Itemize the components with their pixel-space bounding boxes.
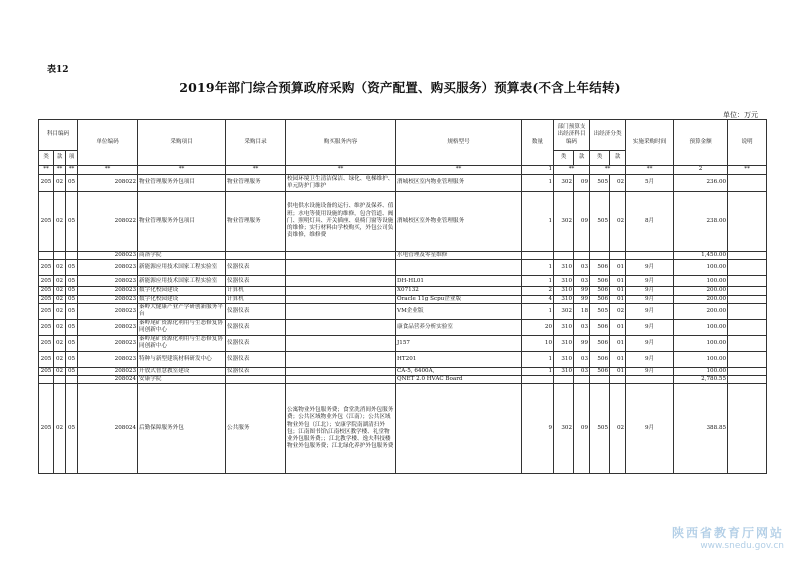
marker-cell: ** [39, 166, 54, 175]
cell-xiang: 05 [66, 287, 78, 295]
cell-amount: 200.00 [674, 287, 728, 295]
cell-amount: 100.00 [674, 319, 728, 335]
cell-catalog: 仪器仪表 [226, 303, 286, 319]
cell-content: 公寓物业外包服务费；食堂洗消间外包服务费；公共区域物业外包（江南）；公共区域物业外包（江北）；安康学院南湖清扫外包；江南图书馆\江南校区教学楼、礼堂物业外包服务费；；江北教学楼、逸夫科技楼物业外包服务费；江北绿化养护外包服务费 [286, 384, 396, 474]
cell-f2: 02 [610, 192, 626, 252]
cell-amount: 100.00 [674, 351, 728, 367]
cell-catalog [226, 376, 286, 384]
cell-f2: 01 [610, 367, 626, 375]
cell-time: 9月 [626, 276, 674, 287]
cell-f1: 505 [590, 303, 610, 319]
cell-note [728, 303, 767, 319]
cell-f2: 01 [610, 335, 626, 351]
cell-lei: 205 [39, 367, 54, 375]
cell-xiang: 05 [66, 303, 78, 319]
cell-time: 9月 [626, 303, 674, 319]
cell-unit: 208023 [78, 351, 138, 367]
cell-note [728, 252, 767, 260]
cell-time: 9月 [626, 319, 674, 335]
marker-cell: ** [78, 166, 138, 175]
cell-d1: 310 [554, 335, 574, 351]
cell-lei [39, 376, 54, 384]
cell-lei: 205 [39, 351, 54, 367]
cell-content [286, 295, 396, 303]
cell-qty: 4 [522, 295, 554, 303]
cell-f1: 505 [590, 384, 610, 474]
cell-kuan: 02 [54, 287, 66, 295]
cell-unit: 208023 [78, 319, 138, 335]
cell-kuan: 02 [54, 303, 66, 319]
cell-content [286, 260, 396, 276]
table-row [39, 351, 767, 367]
cell-spec: X07132 [396, 287, 522, 295]
cell-d1: 310 [554, 260, 574, 276]
cell-d2: 03 [574, 367, 590, 375]
cell-d2: 09 [574, 192, 590, 252]
cell-amount: 2,780.55 [674, 376, 728, 384]
cell-catalog: 计算机 [226, 287, 286, 295]
cell-catalog: 仪器仪表 [226, 319, 286, 335]
cell-catalog: 计算机 [226, 295, 286, 303]
header-unit-code: 单位编码 [78, 120, 138, 166]
cell-lei: 205 [39, 260, 54, 276]
budget-table [38, 119, 767, 474]
cell-d2 [574, 376, 590, 384]
cell-f2: 01 [610, 351, 626, 367]
cell-content [286, 367, 396, 375]
cell-note [728, 192, 767, 252]
cell-lei: 205 [39, 192, 54, 252]
cell-unit: 208023 [78, 276, 138, 287]
table-row [39, 335, 767, 351]
cell-xiang: 05 [66, 384, 78, 474]
cell-d2: 09 [574, 384, 590, 474]
cell-amount: 236.00 [674, 175, 728, 192]
header-project: 采购项目 [138, 120, 226, 166]
cell-d1: 302 [554, 384, 574, 474]
cell-note [728, 335, 767, 351]
cell-content [286, 376, 396, 384]
table-row [39, 376, 767, 384]
cell-catalog: 仪器仪表 [226, 335, 286, 351]
cell-note [728, 295, 767, 303]
cell-spec: 康食品营养分析实验室 [396, 319, 522, 335]
cell-time: 9月 [626, 287, 674, 295]
header-fin-kuan: 款 [610, 151, 626, 166]
table-row [39, 295, 767, 303]
table-row [39, 287, 767, 295]
cell-note [728, 175, 767, 192]
cell-project: 后勤保障服务外包 [138, 384, 226, 474]
cell-content [286, 351, 396, 367]
cell-project: 安康学院 [138, 376, 226, 384]
cell-catalog: 物业管理服务 [226, 192, 286, 252]
cell-amount: 200.00 [674, 303, 728, 319]
cell-f2: 01 [610, 295, 626, 303]
cell-kuan: 02 [54, 295, 66, 303]
table-row [39, 260, 767, 276]
cell-qty: 1 [522, 276, 554, 287]
marker-cell: 2 [674, 166, 728, 175]
cell-xiang: 05 [66, 260, 78, 276]
cell-unit: 208023 [78, 260, 138, 276]
cell-catalog: 物业管理服务 [226, 175, 286, 192]
cell-qty: 1 [522, 303, 554, 319]
cell-f1: 505 [590, 192, 610, 252]
cell-kuan [54, 252, 66, 260]
cell-d1 [554, 376, 574, 384]
marker-cell: ** [66, 166, 78, 175]
cell-lei: 205 [39, 335, 54, 351]
marker-cell: ** [396, 166, 522, 175]
cell-xiang: 05 [66, 192, 78, 252]
cell-amount: 100.00 [674, 367, 728, 375]
cell-d2: 99 [574, 287, 590, 295]
cell-time: 9月 [626, 367, 674, 375]
cell-d2: 03 [574, 319, 590, 335]
cell-xiang: 05 [66, 295, 78, 303]
cell-project: 数字化校园建设 [138, 295, 226, 303]
cell-f1 [590, 252, 610, 260]
header-fin-subject: 出经济分类 [590, 120, 626, 151]
cell-kuan: 02 [54, 192, 66, 252]
header-xiang: 项 [66, 151, 78, 166]
watermark-name: 陕西省教育厅网站 [671, 526, 784, 540]
watermark-url: www.snedu.gov.cn [700, 541, 784, 551]
cell-f1 [590, 376, 610, 384]
cell-note [728, 319, 767, 335]
cell-unit: 208024 [78, 376, 138, 384]
cell-d1: 310 [554, 351, 574, 367]
cell-amount: 1,450.00 [674, 252, 728, 260]
cell-time: 9月 [626, 295, 674, 303]
cell-f1: 506 [590, 367, 610, 375]
cell-note [728, 260, 767, 276]
cell-catalog: 仪器仪表 [226, 351, 286, 367]
marker-cell: ** [138, 166, 226, 175]
cell-project: 物业管理服务外包项目 [138, 175, 226, 192]
cell-spec: DH-HL01 [396, 276, 522, 287]
cell-kuan: 02 [54, 175, 66, 192]
cell-content [286, 303, 396, 319]
marker-cell: 1 [522, 166, 554, 175]
marker-cell: ** [226, 166, 286, 175]
cell-xiang: 05 [66, 319, 78, 335]
cell-kuan: 02 [54, 335, 66, 351]
cell-project: 秦岭尾矿资源化利用与生态修复协同创新中心 [138, 319, 226, 335]
cell-lei: 205 [39, 303, 54, 319]
cell-qty: 9 [522, 384, 554, 474]
marker-cell: ** [554, 166, 590, 175]
cell-lei: 205 [39, 175, 54, 192]
cell-kuan [54, 376, 66, 384]
cell-f1: 506 [590, 319, 610, 335]
header-fin-lei: 类 [590, 151, 610, 166]
cell-f2: 02 [610, 384, 626, 474]
cell-spec: VM企业版 [396, 303, 522, 319]
page-title: 2019年部门综合预算政府采购（资产配置、购买服务）预算表(不含上年结转) [179, 80, 621, 95]
cell-spec: Oracle 11g Scpu企业版 [396, 295, 522, 303]
marker-cell: ** [626, 166, 674, 175]
cell-project: 秦岭尾矿资源化利用与生态修复协同创新中心 [138, 335, 226, 351]
cell-d2: 99 [574, 335, 590, 351]
cell-qty [522, 252, 554, 260]
cell-xiang [66, 252, 78, 260]
header-note: 说明 [728, 120, 767, 166]
cell-f1: 506 [590, 295, 610, 303]
cell-qty: 1 [522, 351, 554, 367]
cell-content [286, 319, 396, 335]
cell-note [728, 351, 767, 367]
cell-unit: 208023 [78, 303, 138, 319]
cell-spec: 水电管理及零星维修 [396, 252, 522, 260]
cell-spec: CA-5, 6400A, [396, 367, 522, 375]
cell-d1: 310 [554, 287, 574, 295]
cell-amount: 100.00 [674, 335, 728, 351]
header-amount: 预算金额 [674, 120, 728, 166]
cell-spec: HT201 [396, 351, 522, 367]
table-row [39, 276, 767, 287]
cell-qty: 1 [522, 192, 554, 252]
cell-note [728, 376, 767, 384]
cell-content [286, 287, 396, 295]
cell-f2: 01 [610, 276, 626, 287]
header-impl-time: 实施采购时间 [626, 120, 674, 166]
cell-xiang [66, 376, 78, 384]
cell-project: 特种与新型建筑材料研发中心 [138, 351, 226, 367]
header-service-content: 购买服务内容 [286, 120, 396, 166]
header-dept-subject: 部门预算支出经济科目编码 [554, 120, 590, 151]
cell-project: 物业管理服务外包项目 [138, 192, 226, 252]
cell-catalog: 仪器仪表 [226, 367, 286, 375]
cell-f1: 506 [590, 287, 610, 295]
cell-spec: QNET 2.0 HVAC Board [396, 376, 522, 384]
header-dept-kuan: 款 [574, 151, 590, 166]
cell-time: 9月 [626, 335, 674, 351]
cell-xiang: 05 [66, 367, 78, 375]
cell-qty: 1 [522, 367, 554, 375]
cell-d1: 310 [554, 319, 574, 335]
cell-catalog [226, 252, 286, 260]
cell-d1 [554, 252, 574, 260]
cell-d1: 302 [554, 303, 574, 319]
table-row [39, 384, 767, 474]
header-dept-lei: 类 [554, 151, 574, 166]
cell-kuan: 02 [54, 384, 66, 474]
cell-qty: 2 [522, 287, 554, 295]
cell-time [626, 252, 674, 260]
cell-f1: 506 [590, 276, 610, 287]
header-catalog: 采购目录 [226, 120, 286, 166]
marker-cell: ** [286, 166, 396, 175]
cell-kuan: 02 [54, 260, 66, 276]
cell-xiang: 05 [66, 335, 78, 351]
cell-qty: 10 [522, 335, 554, 351]
cell-qty: 1 [522, 175, 554, 192]
table-row [39, 252, 767, 260]
cell-lei: 205 [39, 384, 54, 474]
marker-cell: ** [54, 166, 66, 175]
table-row [39, 303, 767, 319]
cell-kuan: 02 [54, 367, 66, 375]
cell-f2: 01 [610, 287, 626, 295]
cell-d2: 03 [574, 276, 590, 287]
marker-cell: ** [590, 166, 626, 175]
cell-note [728, 276, 767, 287]
cell-d1: 310 [554, 295, 574, 303]
cell-unit: 208023 [78, 335, 138, 351]
cell-catalog: 仪器仪表 [226, 276, 286, 287]
cell-time: 9月 [626, 384, 674, 474]
cell-note [728, 367, 767, 375]
marker-cell: ** [728, 166, 767, 175]
cell-xiang: 05 [66, 175, 78, 192]
cell-time [626, 376, 674, 384]
cell-kuan: 02 [54, 276, 66, 287]
cell-content [286, 335, 396, 351]
cell-lei: 205 [39, 295, 54, 303]
cell-amount: 200.00 [674, 295, 728, 303]
cell-note [728, 384, 767, 474]
cell-project: 秦岭大健康产业产学研创新服务平台 [138, 303, 226, 319]
cell-amount: 100.00 [674, 260, 728, 276]
watermark [672, 524, 784, 551]
cell-amount: 238.00 [674, 192, 728, 252]
cell-lei: 205 [39, 276, 54, 287]
cell-content: 供电供水设施设备的运行、维护及保养、值班；水电等使用设施的维修，包含管道、阀门、照明灯具、开关插座、桌椅门窗等设施的维修；实行材料由学校购买，外包公司负责维修，维修费 [286, 192, 396, 252]
table-row [39, 367, 767, 375]
cell-f1: 505 [590, 175, 610, 192]
cell-xiang: 05 [66, 351, 78, 367]
header-qty: 数量 [522, 120, 554, 166]
cell-time: 9月 [626, 260, 674, 276]
cell-note [728, 287, 767, 295]
cell-qty: 1 [522, 260, 554, 276]
cell-d2: 03 [574, 351, 590, 367]
cell-d2: 03 [574, 260, 590, 276]
cell-qty [522, 376, 554, 384]
cell-d2: 09 [574, 175, 590, 192]
cell-f2: 01 [610, 319, 626, 335]
cell-catalog: 仪器仪表 [226, 260, 286, 276]
cell-unit: 208024 [78, 384, 138, 474]
cell-unit: 208022 [78, 175, 138, 192]
cell-unit: 208022 [78, 192, 138, 252]
cell-unit: 208023 [78, 287, 138, 295]
cell-lei: 205 [39, 319, 54, 335]
cell-lei [39, 252, 54, 260]
cell-content: 校园环境卫生清洁保洁、绿化、电梯维护、单元防护门维护 [286, 175, 396, 192]
cell-f2 [610, 252, 626, 260]
table-row [39, 319, 767, 335]
header-lei: 类 [39, 151, 54, 166]
cell-spec: J157 [396, 335, 522, 351]
cell-d2 [574, 252, 590, 260]
cell-f2: 01 [610, 260, 626, 276]
cell-content [286, 252, 396, 260]
cell-amount: 100.00 [674, 276, 728, 287]
header-spec: 规格型号 [396, 120, 522, 166]
cell-catalog: 公共服务 [226, 384, 286, 474]
cell-kuan: 02 [54, 319, 66, 335]
cell-d1: 310 [554, 367, 574, 375]
cell-f2: 02 [610, 303, 626, 319]
cell-spec: 渭城校区室内物业管理服务 [396, 175, 522, 192]
table-number: 表12 [47, 65, 69, 75]
cell-f1: 506 [590, 260, 610, 276]
cell-unit: 208023 [78, 252, 138, 260]
cell-unit: 208023 [78, 295, 138, 303]
cell-d2: 99 [574, 295, 590, 303]
cell-f1: 506 [590, 335, 610, 351]
cell-f2: 02 [610, 175, 626, 192]
cell-f1: 506 [590, 351, 610, 367]
cell-project: 新能源应用技术国家工程实验室 [138, 276, 226, 287]
cell-d1: 302 [554, 192, 574, 252]
cell-time: 8月 [626, 192, 674, 252]
cell-spec: 渭城校区室外物业管理服务 [396, 192, 522, 252]
cell-unit: 208023 [78, 367, 138, 375]
table-row [39, 192, 767, 252]
cell-qty: 20 [522, 319, 554, 335]
unit-label: 单位：万元 [723, 111, 758, 119]
cell-project: 商洛学院 [138, 252, 226, 260]
cell-project: 新能源应用技术国家工程实验室 [138, 260, 226, 276]
table-row [39, 175, 767, 192]
header-kuan: 款 [54, 151, 66, 166]
header-subject-code: 科目编码 [39, 120, 78, 151]
cell-f2 [610, 376, 626, 384]
cell-project: 数字化校园建设 [138, 287, 226, 295]
cell-amount: 388.85 [674, 384, 728, 474]
cell-time: 9月 [626, 351, 674, 367]
cell-xiang: 05 [66, 276, 78, 287]
cell-time: 5月 [626, 175, 674, 192]
cell-kuan: 02 [54, 351, 66, 367]
cell-project: 开放式智慧教室建设 [138, 367, 226, 375]
cell-content [286, 276, 396, 287]
cell-lei: 205 [39, 287, 54, 295]
cell-d2: 18 [574, 303, 590, 319]
cell-d1: 310 [554, 276, 574, 287]
cell-spec [396, 260, 522, 276]
cell-spec [396, 384, 522, 474]
marker-row [39, 166, 767, 175]
cell-d1: 302 [554, 175, 574, 192]
